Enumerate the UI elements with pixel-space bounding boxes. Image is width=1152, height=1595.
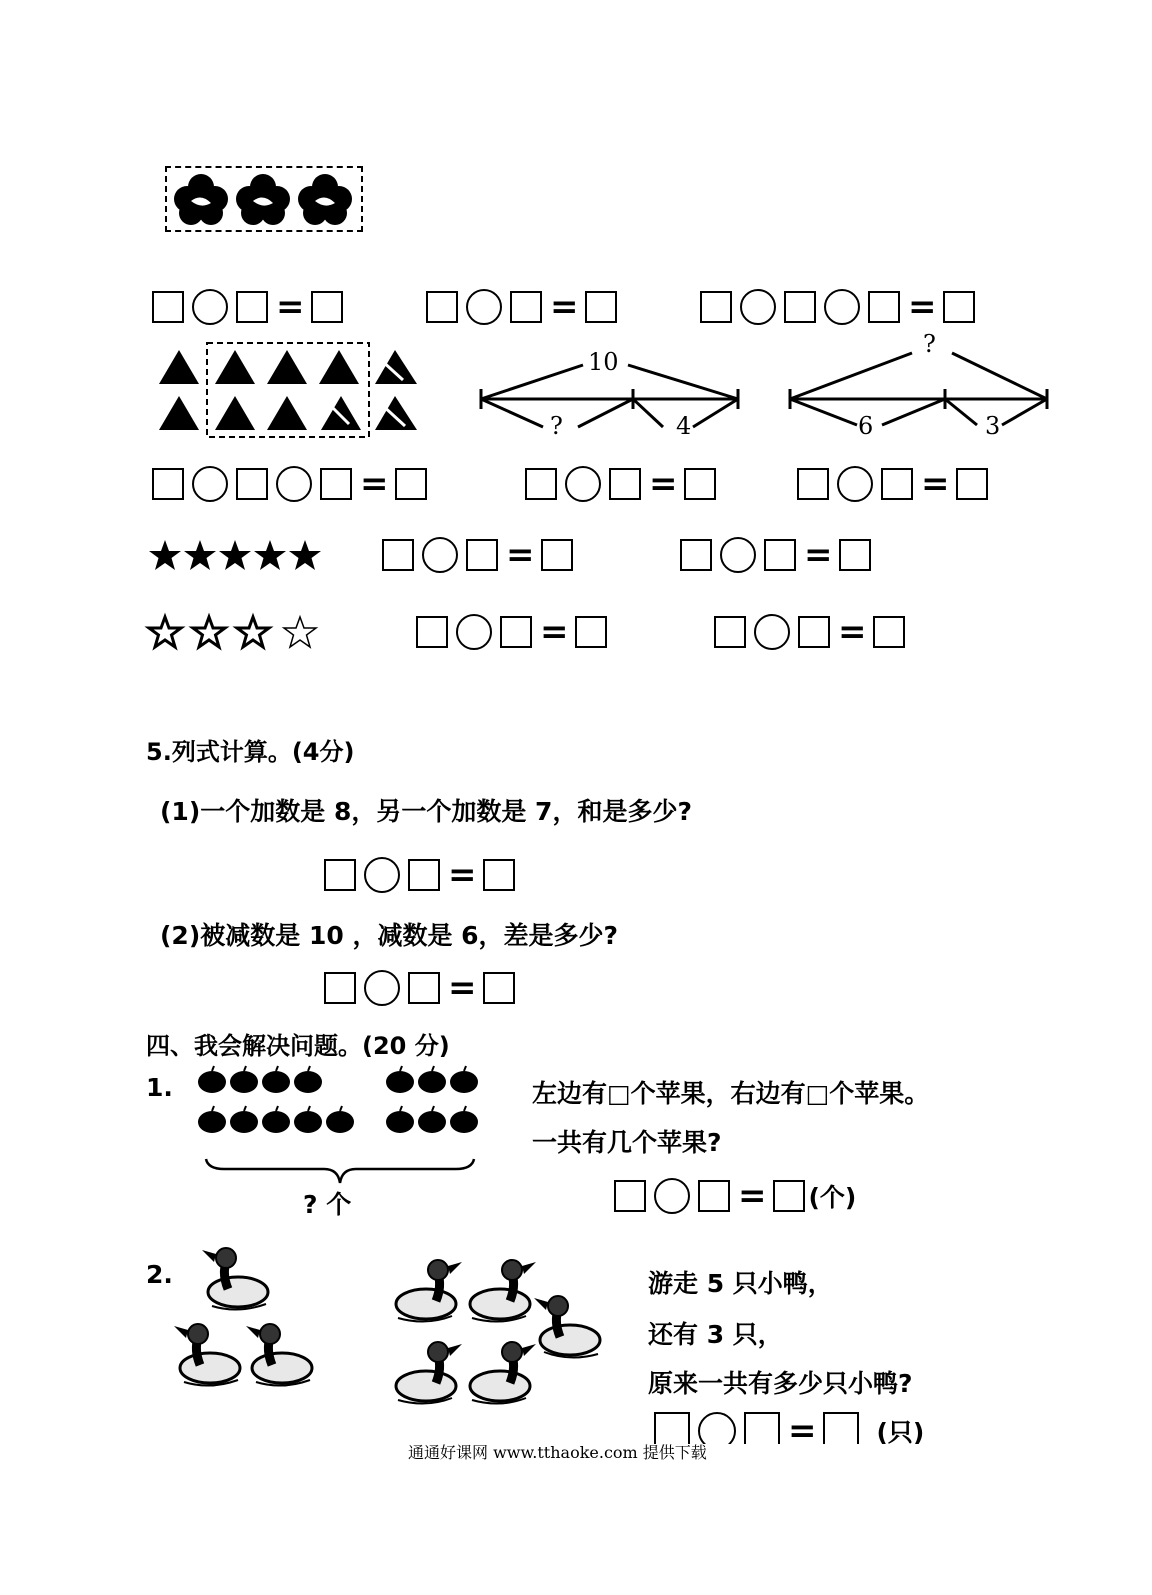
diagram1-top: 10: [588, 348, 619, 376]
footer-text: 通通好课网 www.tthaoke.com 提供下载: [408, 1443, 707, 1462]
triangle-tree-group: [155, 340, 425, 440]
equation-blank: =: [797, 466, 996, 502]
star-filled-group: [148, 538, 353, 578]
flower-icon: [295, 173, 355, 227]
equation-blank: =: [426, 289, 625, 325]
equation-blank: =: [700, 289, 983, 325]
equation-blank: =: [152, 289, 351, 325]
equation-blank: =: [382, 537, 581, 573]
section4-heading: 四、我会解决问题。(20 分): [146, 1032, 450, 1060]
problem2-line2: 还有 3 只，: [648, 1320, 783, 1349]
flower-group: [165, 166, 363, 232]
equation-blank: =: [152, 466, 435, 502]
equation-blank: =: [525, 466, 724, 502]
equation-blank: =: [324, 970, 523, 1006]
flower-icon: [171, 173, 231, 227]
problem1-unit: (个): [808, 1183, 857, 1212]
equation-cropped: = (只): [654, 1410, 974, 1444]
equation-blank: =: [324, 857, 523, 893]
section5-question-2: (2)被减数是 10 ，减数是 6，差是多少?: [160, 921, 619, 950]
section5-question-1: (1)一个加数是 8，另一个加数是 7，和是多少?: [160, 797, 692, 826]
equation-blank: = (个): [614, 1178, 856, 1214]
star-outline-group: [148, 615, 328, 655]
part-whole-diagram-2: [787, 335, 1052, 445]
diagram2-top: ?: [923, 330, 936, 358]
equation-blank: =: [714, 614, 913, 650]
brace: [204, 1157, 476, 1187]
problem1-line2: 一共有几个苹果?: [532, 1128, 722, 1157]
brace-label: ? 个: [303, 1190, 352, 1219]
duck-group-left: [160, 1244, 320, 1404]
problem2-number: 2.: [146, 1260, 173, 1289]
section5-heading: 5.列式计算。(4分): [146, 738, 355, 766]
problem1-line1: 左边有□个苹果，右边有□个苹果。: [532, 1079, 930, 1108]
apple-group: [196, 1062, 496, 1137]
diagram2-left: 6: [858, 412, 874, 440]
diagram1-left: ?: [550, 412, 563, 440]
flower-icon: [233, 173, 293, 227]
problem2-unit: (只): [876, 1418, 925, 1444]
duck-group-right: [382, 1254, 612, 1419]
diagram1-right: 4: [676, 412, 692, 440]
equation-blank: =: [680, 537, 879, 573]
problem2-line3: 原来一共有多少只小鸭?: [648, 1369, 913, 1398]
problem1-number: 1.: [146, 1073, 173, 1102]
diagram2-right: 3: [985, 412, 1001, 440]
equation-blank: =: [416, 614, 615, 650]
problem2-line1: 游走 5 只小鸭，: [648, 1269, 833, 1298]
